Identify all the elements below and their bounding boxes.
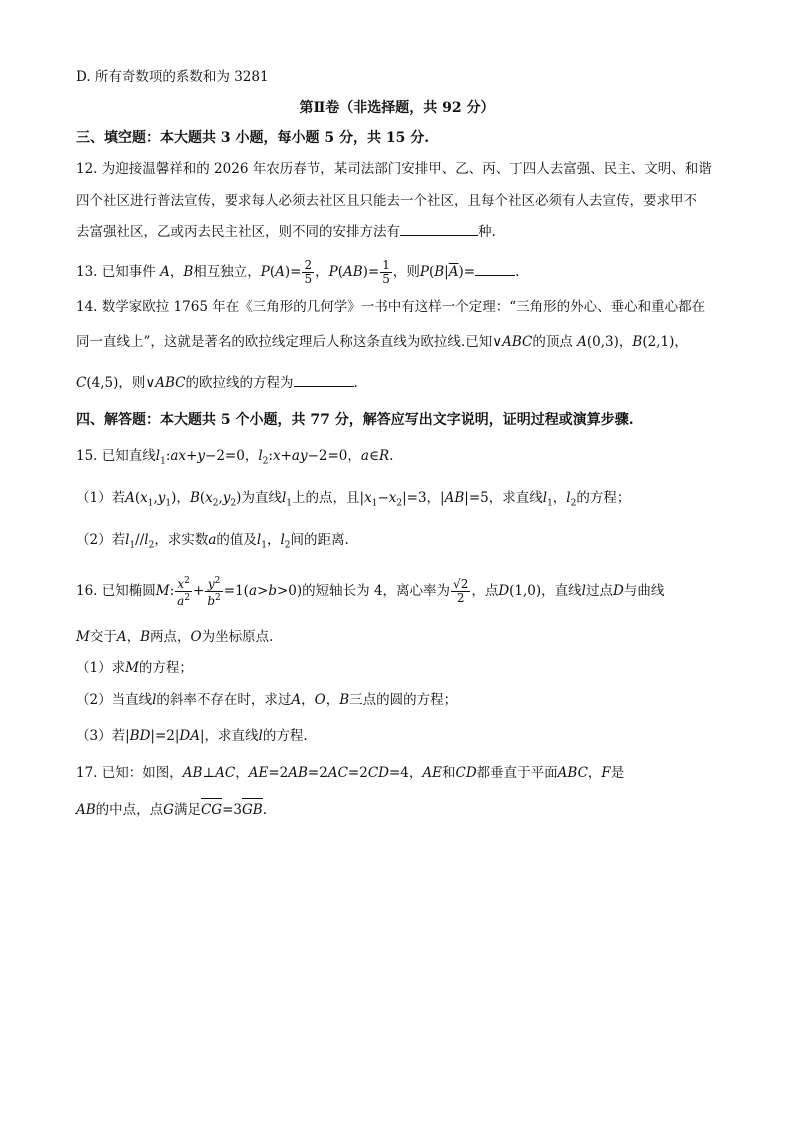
q14-line1: 14. 数学家欧拉 1765 年在《三角形的几何学》一书中有这样一个定理：“三角形的外心、垂心和重心都在: [76, 299, 706, 315]
q14-line3: C(4,5)，则∨ABC的欧拉线的方程为 .: [76, 375, 358, 391]
q12-line1: 12. 为迎接温馨祥和的 2026 年农历春节，某司法部门安排甲、乙、丙、丁四人去富强、民主、文明、和谐: [76, 161, 712, 177]
part2-title: 第Ⅱ卷（非选择题，共 92 分）: [299, 100, 495, 116]
q15-part2: （2）若$l_1//l_2$，求实数a的值及$l_1$，$l_2$间的距离.: [76, 532, 349, 551]
q17-line1: 17. 已知：如图，AB⊥AC，AE=2AB=2AC=2CD=4，AE和CD都垂直于平面ABC，F是: [76, 765, 625, 781]
q16-line2: M交于A，B两点，O为坐标原点.: [76, 629, 274, 645]
q16-part3: （3）若|BD|=2|DA|，求直线l的方程.: [76, 728, 308, 744]
q16-part2: （2）当直线l的斜率不存在时，求过A，O，B三点的圆的方程；: [76, 692, 458, 708]
q17-line2: AB的中点，点G满足CG=3GB.: [76, 802, 268, 818]
section4-heading: 四、解答题：本大题共 5 个小题，共 77 分，解答应写出文字说明，证明过程或演算步骤.: [76, 412, 634, 428]
answer-blank[interactable]: [400, 223, 478, 236]
answer-blank[interactable]: [475, 263, 515, 276]
option-d: D. 所有奇数项的系数和为 3281: [76, 69, 269, 85]
q15-line1: 15. 已知直线$l_1:ax+y-2=0$，$l_2:x+ay-2=0$，a∈R.: [76, 448, 394, 467]
q12-line3: 去富强社区，乙或丙去民主社区，则不同的安排方法有 种.: [76, 224, 496, 240]
q12-line2: 四个社区进行普法宣传，要求每人必须去社区且只能去一个社区，且每个社区必须有人去宣传，要求甲不: [76, 193, 697, 209]
q16-part1: （1）求M的方程；: [76, 660, 193, 676]
q14-line2: 同一直线上”，这就是著名的欧拉线定理后人称这条直线为欧拉线.已知∨ABC的顶点 A(0,3)，B(2,1)，: [76, 334, 688, 350]
answer-blank[interactable]: [294, 374, 354, 387]
q16-line1: 16. 已知椭圆M: $\frac{x^2}{a^2}$ + $\frac{y^2}{b^2}$ =1(a>b>0)的短轴长为 4，离心率为 $\frac{√2}{2}$ ，点D(1,0)，直线l过点D与曲线: [76, 576, 665, 608]
q13: 13. 已知事件 A，B相互独立，P(A)= $\frac{2}{5}$ ，P(AB)= $\frac{1}{5}$ ，则$P(B|\overline{A})=$ .: [76, 258, 520, 286]
section3-heading: 三、填空题：本大题共 3 小题，每小题 5 分，共 15 分.: [76, 130, 430, 146]
q15-part1: （1）若$A(x_1,y_1)$，$B(x_2,y_2)$为直线$l_1$上的点，且$|x_1-x_2|=3$，|AB|=5，求直线$l_1$，$l_2$的方程；: [76, 490, 631, 509]
